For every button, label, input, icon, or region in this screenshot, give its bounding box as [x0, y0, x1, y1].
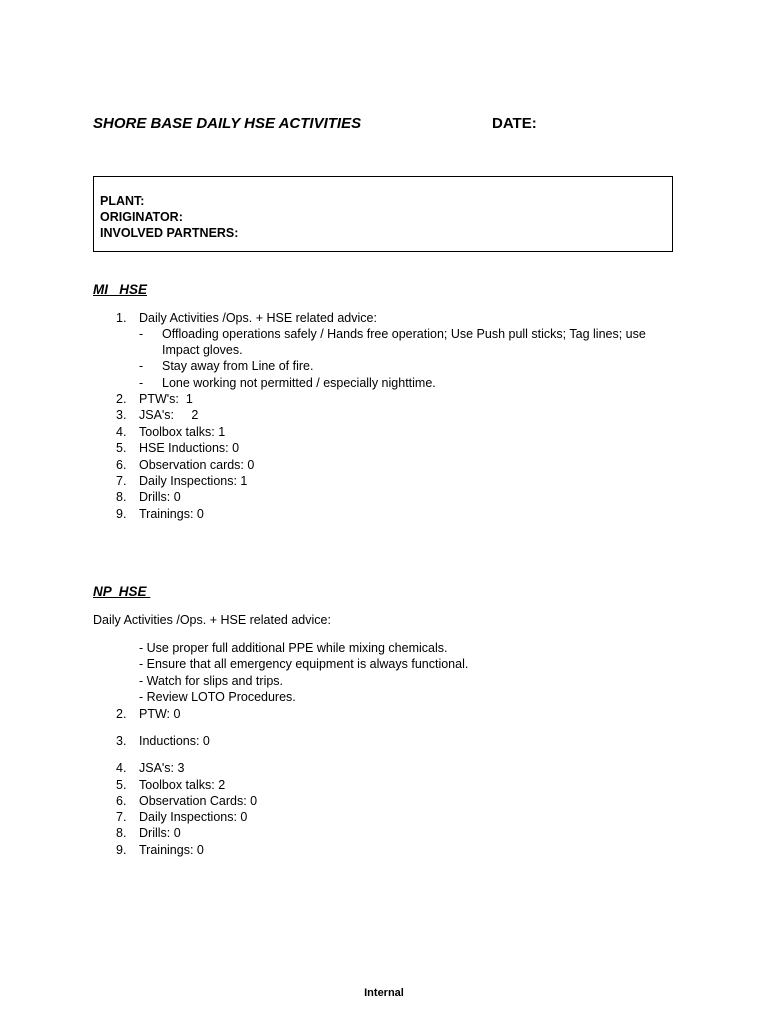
np-item-text: Daily Inspections: 0	[139, 810, 248, 824]
np-intro: Daily Activities /Ops. + HSE related advice:	[93, 613, 331, 627]
mi-item-number: 3.	[116, 408, 127, 422]
mi-item-number: 1.	[116, 311, 127, 325]
mi-item-text: Observation cards: 0	[139, 458, 255, 472]
mi-item-number: 9.	[116, 507, 127, 521]
np-item-number: 6.	[116, 794, 127, 808]
mi-item-text: Daily Inspections: 1	[139, 474, 248, 488]
np-item-text: Trainings: 0	[139, 843, 204, 857]
np-item-number: 9.	[116, 843, 127, 857]
mi-item-number: 4.	[116, 425, 127, 439]
info-box	[93, 176, 673, 252]
mi-item-text: HSE Inductions: 0	[139, 441, 240, 455]
np-sub-item: - Review LOTO Procedures.	[139, 690, 296, 704]
mi-item-text: Drills: 0	[139, 490, 181, 504]
title-row	[93, 116, 693, 136]
mi-hse-heading	[93, 282, 147, 298]
np-item-number: 4.	[116, 761, 127, 775]
np-item-number: 8.	[116, 826, 127, 840]
mi-item-number: 2.	[116, 392, 127, 406]
np-item-text: Drills: 0	[139, 826, 181, 840]
np-item-number: 3.	[116, 734, 127, 748]
np-item-text: Toolbox talks: 2	[139, 778, 226, 792]
date-label: DATE:	[492, 115, 537, 132]
np-item-text: PTW: 0	[139, 707, 181, 721]
np-item-number: 7.	[116, 810, 127, 824]
np-item-text: Inductions: 0	[139, 734, 210, 748]
originator-label: ORIGINATOR:	[100, 210, 183, 224]
document-title: SHORE BASE DAILY HSE ACTIVITIES	[93, 115, 362, 132]
partners-label: INVOLVED PARTNERS:	[100, 226, 239, 240]
mi-sub-dash: -	[139, 327, 144, 341]
mi-sub-dash: -	[139, 376, 144, 390]
np-item-number: 2.	[116, 707, 127, 721]
np-sub-item: - Watch for slips and trips.	[139, 674, 284, 688]
mi-item-number: 8.	[116, 490, 127, 504]
mi-item-number: 5.	[116, 441, 127, 455]
plant-label: PLANT:	[100, 194, 145, 208]
mi-sub-dash: -	[139, 359, 144, 373]
np-item-text: Observation Cards: 0	[139, 794, 258, 808]
mi-item-text: Toolbox talks: 1	[139, 425, 226, 439]
mi-item-text: Trainings: 0	[139, 507, 204, 521]
mi-sub-item: Stay away from Line of fire.	[162, 359, 314, 373]
mi-sub-item: Lone working not permitted / especially nighttime.	[162, 376, 436, 390]
mi-item-text: JSA's: 2	[139, 408, 199, 422]
mi-item-number: 6.	[116, 458, 127, 472]
mi-item-text: PTW's: 1	[139, 392, 193, 406]
np-hse-heading-text: NP HSE	[93, 584, 151, 599]
np-hse-heading	[93, 584, 150, 600]
np-item-text: JSA's: 3	[139, 761, 185, 775]
np-item-number: 5.	[116, 778, 127, 792]
mi-hse-heading-text: MI HSE	[93, 282, 148, 297]
np-sub-item: - Ensure that all emergency equipment is always functional.	[139, 657, 469, 671]
mi-sub-item: Offloading operations safely / Hands free operation; Use Push pull sticks; Tag lines; use Impact gloves.	[162, 327, 646, 358]
footer-classification: Internal	[364, 987, 404, 999]
mi-item-number: 7.	[116, 474, 127, 488]
np-sub-item: - Use proper full additional PPE while mixing chemicals.	[139, 641, 448, 655]
mi-item-text: Daily Activities /Ops. + HSE related advice:	[139, 311, 377, 325]
